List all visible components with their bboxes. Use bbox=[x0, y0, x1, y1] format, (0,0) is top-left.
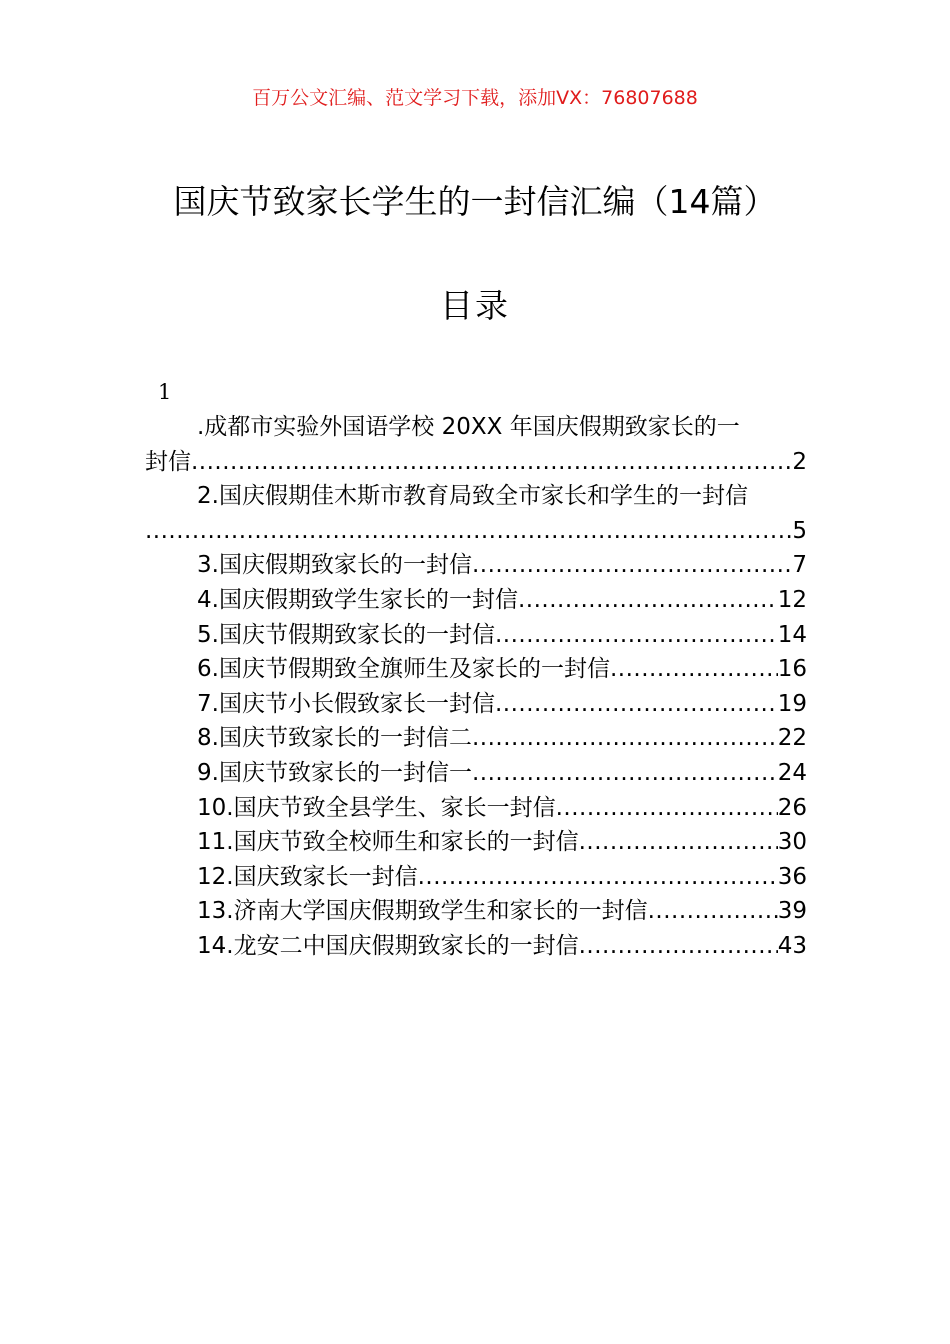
toc-entry-10[interactable] bbox=[145, 791, 807, 826]
toc-entry-11[interactable] bbox=[145, 825, 807, 860]
toc-page-number: 7 bbox=[792, 552, 807, 579]
dot-leader bbox=[610, 652, 778, 687]
dot-leader bbox=[472, 756, 778, 791]
toc-page-number: 5 bbox=[792, 517, 807, 544]
table-of-contents bbox=[145, 410, 807, 964]
toc-heading: 目录 bbox=[440, 286, 510, 325]
toc-entry-8[interactable] bbox=[145, 721, 807, 756]
toc-entry-3[interactable] bbox=[145, 548, 807, 583]
toc-entry-13[interactable] bbox=[145, 894, 807, 929]
toc-entry-12[interactable] bbox=[145, 860, 807, 895]
toc-entry-title: 14.龙安二中国庆假期致家长的一封信 bbox=[197, 932, 579, 959]
dot-leader bbox=[495, 618, 778, 653]
toc-entry-14[interactable] bbox=[145, 929, 807, 964]
toc-entry-6[interactable] bbox=[145, 652, 807, 687]
toc-entry-2-line1[interactable] bbox=[145, 479, 807, 514]
dot-leader bbox=[495, 687, 778, 722]
dot-leader bbox=[518, 583, 778, 618]
toc-entry-title: 6.国庆节假期致全旗师生及家长的一封信 bbox=[197, 656, 610, 683]
toc-entry-title: 12.国庆致家长一封信 bbox=[197, 863, 418, 890]
dot-leader bbox=[648, 894, 778, 929]
dot-leader bbox=[579, 825, 778, 860]
toc-page-number: 22 bbox=[777, 725, 807, 752]
toc-entry-4[interactable] bbox=[145, 583, 807, 618]
toc-entry-2-line2[interactable] bbox=[145, 514, 807, 549]
toc-page-number: 19 bbox=[777, 690, 807, 717]
toc-page-number: 16 bbox=[777, 656, 807, 683]
toc-entry-title: 封信 bbox=[145, 448, 191, 475]
toc-entry-title: 13.济南大学国庆假期致学生和家长的一封信 bbox=[197, 898, 648, 925]
toc-page-number: 12 bbox=[777, 586, 807, 613]
toc-page-number: 2 bbox=[792, 448, 807, 475]
dot-leader bbox=[472, 548, 792, 583]
toc-entry-title: 10.国庆节致全县学生、家长一封信 bbox=[197, 794, 556, 821]
dot-leader bbox=[556, 791, 778, 826]
toc-entry-7[interactable] bbox=[145, 687, 807, 722]
toc-page-number: 43 bbox=[777, 932, 807, 959]
toc-page-number: 26 bbox=[777, 794, 807, 821]
toc-entry-title: 2.国庆假期佳木斯市教育局致全市家长和学生的一封信 bbox=[197, 483, 748, 510]
toc-entry-title: 8.国庆节致家长的一封信二 bbox=[197, 725, 472, 752]
toc-entry-title: 7.国庆节小长假致家长一封信 bbox=[197, 690, 495, 717]
dot-leader bbox=[579, 929, 778, 964]
toc-entry-title: 3.国庆假期致家长的一封信 bbox=[197, 552, 472, 579]
toc-entry-1-number: 1 bbox=[158, 380, 172, 404]
dot-leader bbox=[418, 860, 778, 895]
toc-page-number: 39 bbox=[777, 898, 807, 925]
toc-entry-title: 11.国庆节致全校师生和家长的一封信 bbox=[197, 829, 579, 856]
document-title: 国庆节致家长学生的一封信汇编（14篇） bbox=[173, 182, 777, 221]
toc-entry-title: 4.国庆假期致学生家长的一封信 bbox=[197, 586, 518, 613]
dot-leader bbox=[191, 445, 792, 480]
toc-entry-title: 5.国庆节假期致家长的一封信 bbox=[197, 621, 495, 648]
toc-entry-9[interactable] bbox=[145, 756, 807, 791]
toc-entry-1-line2[interactable] bbox=[145, 445, 807, 480]
toc-entry-1-line1[interactable] bbox=[145, 410, 807, 445]
toc-page-number: 14 bbox=[777, 621, 807, 648]
toc-entry-title: .成都市实验外国语学校 20XX 年国庆假期致家长的一 bbox=[197, 414, 740, 440]
toc-entry-5[interactable] bbox=[145, 618, 807, 653]
download-banner: 百万公文汇编、范文学习下载，添加VX：76807688 bbox=[252, 87, 698, 109]
dot-leader bbox=[472, 721, 778, 756]
toc-entry-title: 9.国庆节致家长的一封信一 bbox=[197, 759, 472, 786]
toc-page-number: 30 bbox=[777, 829, 807, 856]
dot-leader bbox=[145, 514, 792, 549]
toc-page-number: 36 bbox=[777, 863, 807, 890]
toc-page-number: 24 bbox=[777, 759, 807, 786]
